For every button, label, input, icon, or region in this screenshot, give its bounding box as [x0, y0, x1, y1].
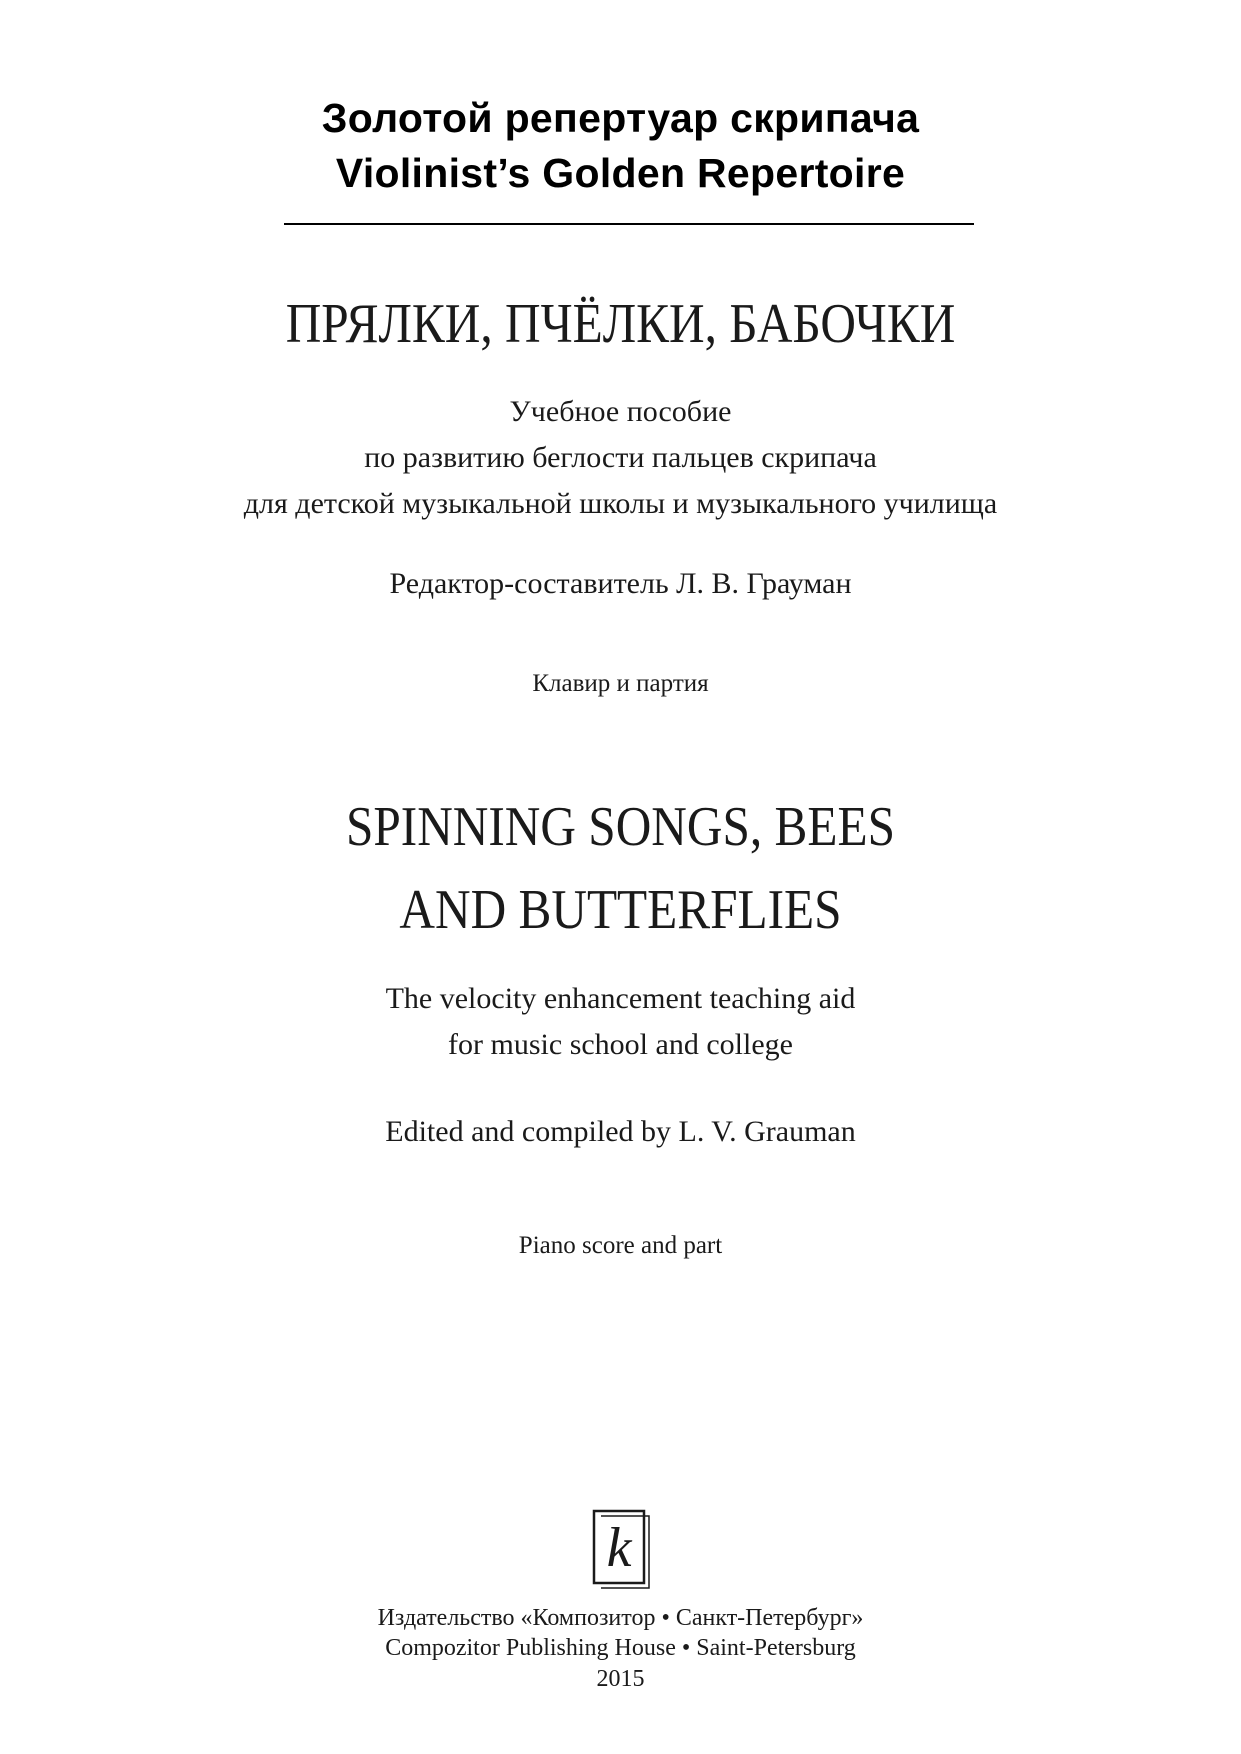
series-title-en: Violinist’s Golden Repertoire [335, 150, 906, 196]
series-title-ru: Золотой репертуар скрипача [321, 95, 920, 141]
title-en-line-1: SPINNING SONGS, BEES [345, 796, 896, 858]
format-ru: Клавир и партия [532, 670, 709, 697]
subtitle-en-line-2: for music school and college [448, 1028, 793, 1061]
subtitle-ru-line-2: по развитию беглости пальцев скрипача [364, 441, 877, 474]
title-en-line-2: AND BUTTERFLIES [399, 879, 842, 941]
editor-ru: Редактор-составитель Л. В. Грауман [389, 567, 852, 600]
subtitle-ru-line-1: Учебное пособие [509, 395, 732, 428]
publication-year: 2015 [596, 1666, 645, 1692]
publisher-logo-letter: k [606, 1517, 632, 1579]
subtitle-ru-line-3: для детской музыкальной школы и музыкального училища [243, 487, 998, 520]
publisher-logo-icon [591, 1508, 651, 1590]
format-en: Piano score and part [518, 1232, 723, 1259]
header-divider [284, 223, 974, 225]
publisher-name-ru: Издательство «Композитор • Санкт-Петербург» [377, 1605, 864, 1631]
subtitle-en-line-1: The velocity enhancement teaching aid [385, 982, 856, 1015]
editor-en: Edited and compiled by L. V. Grauman [385, 1115, 856, 1148]
publisher-name-en: Compozitor Publishing House • Saint-Petersburg [385, 1635, 856, 1661]
title-ru: ПРЯЛКИ, ПЧЁЛКИ, БАБОЧКИ [285, 293, 956, 355]
